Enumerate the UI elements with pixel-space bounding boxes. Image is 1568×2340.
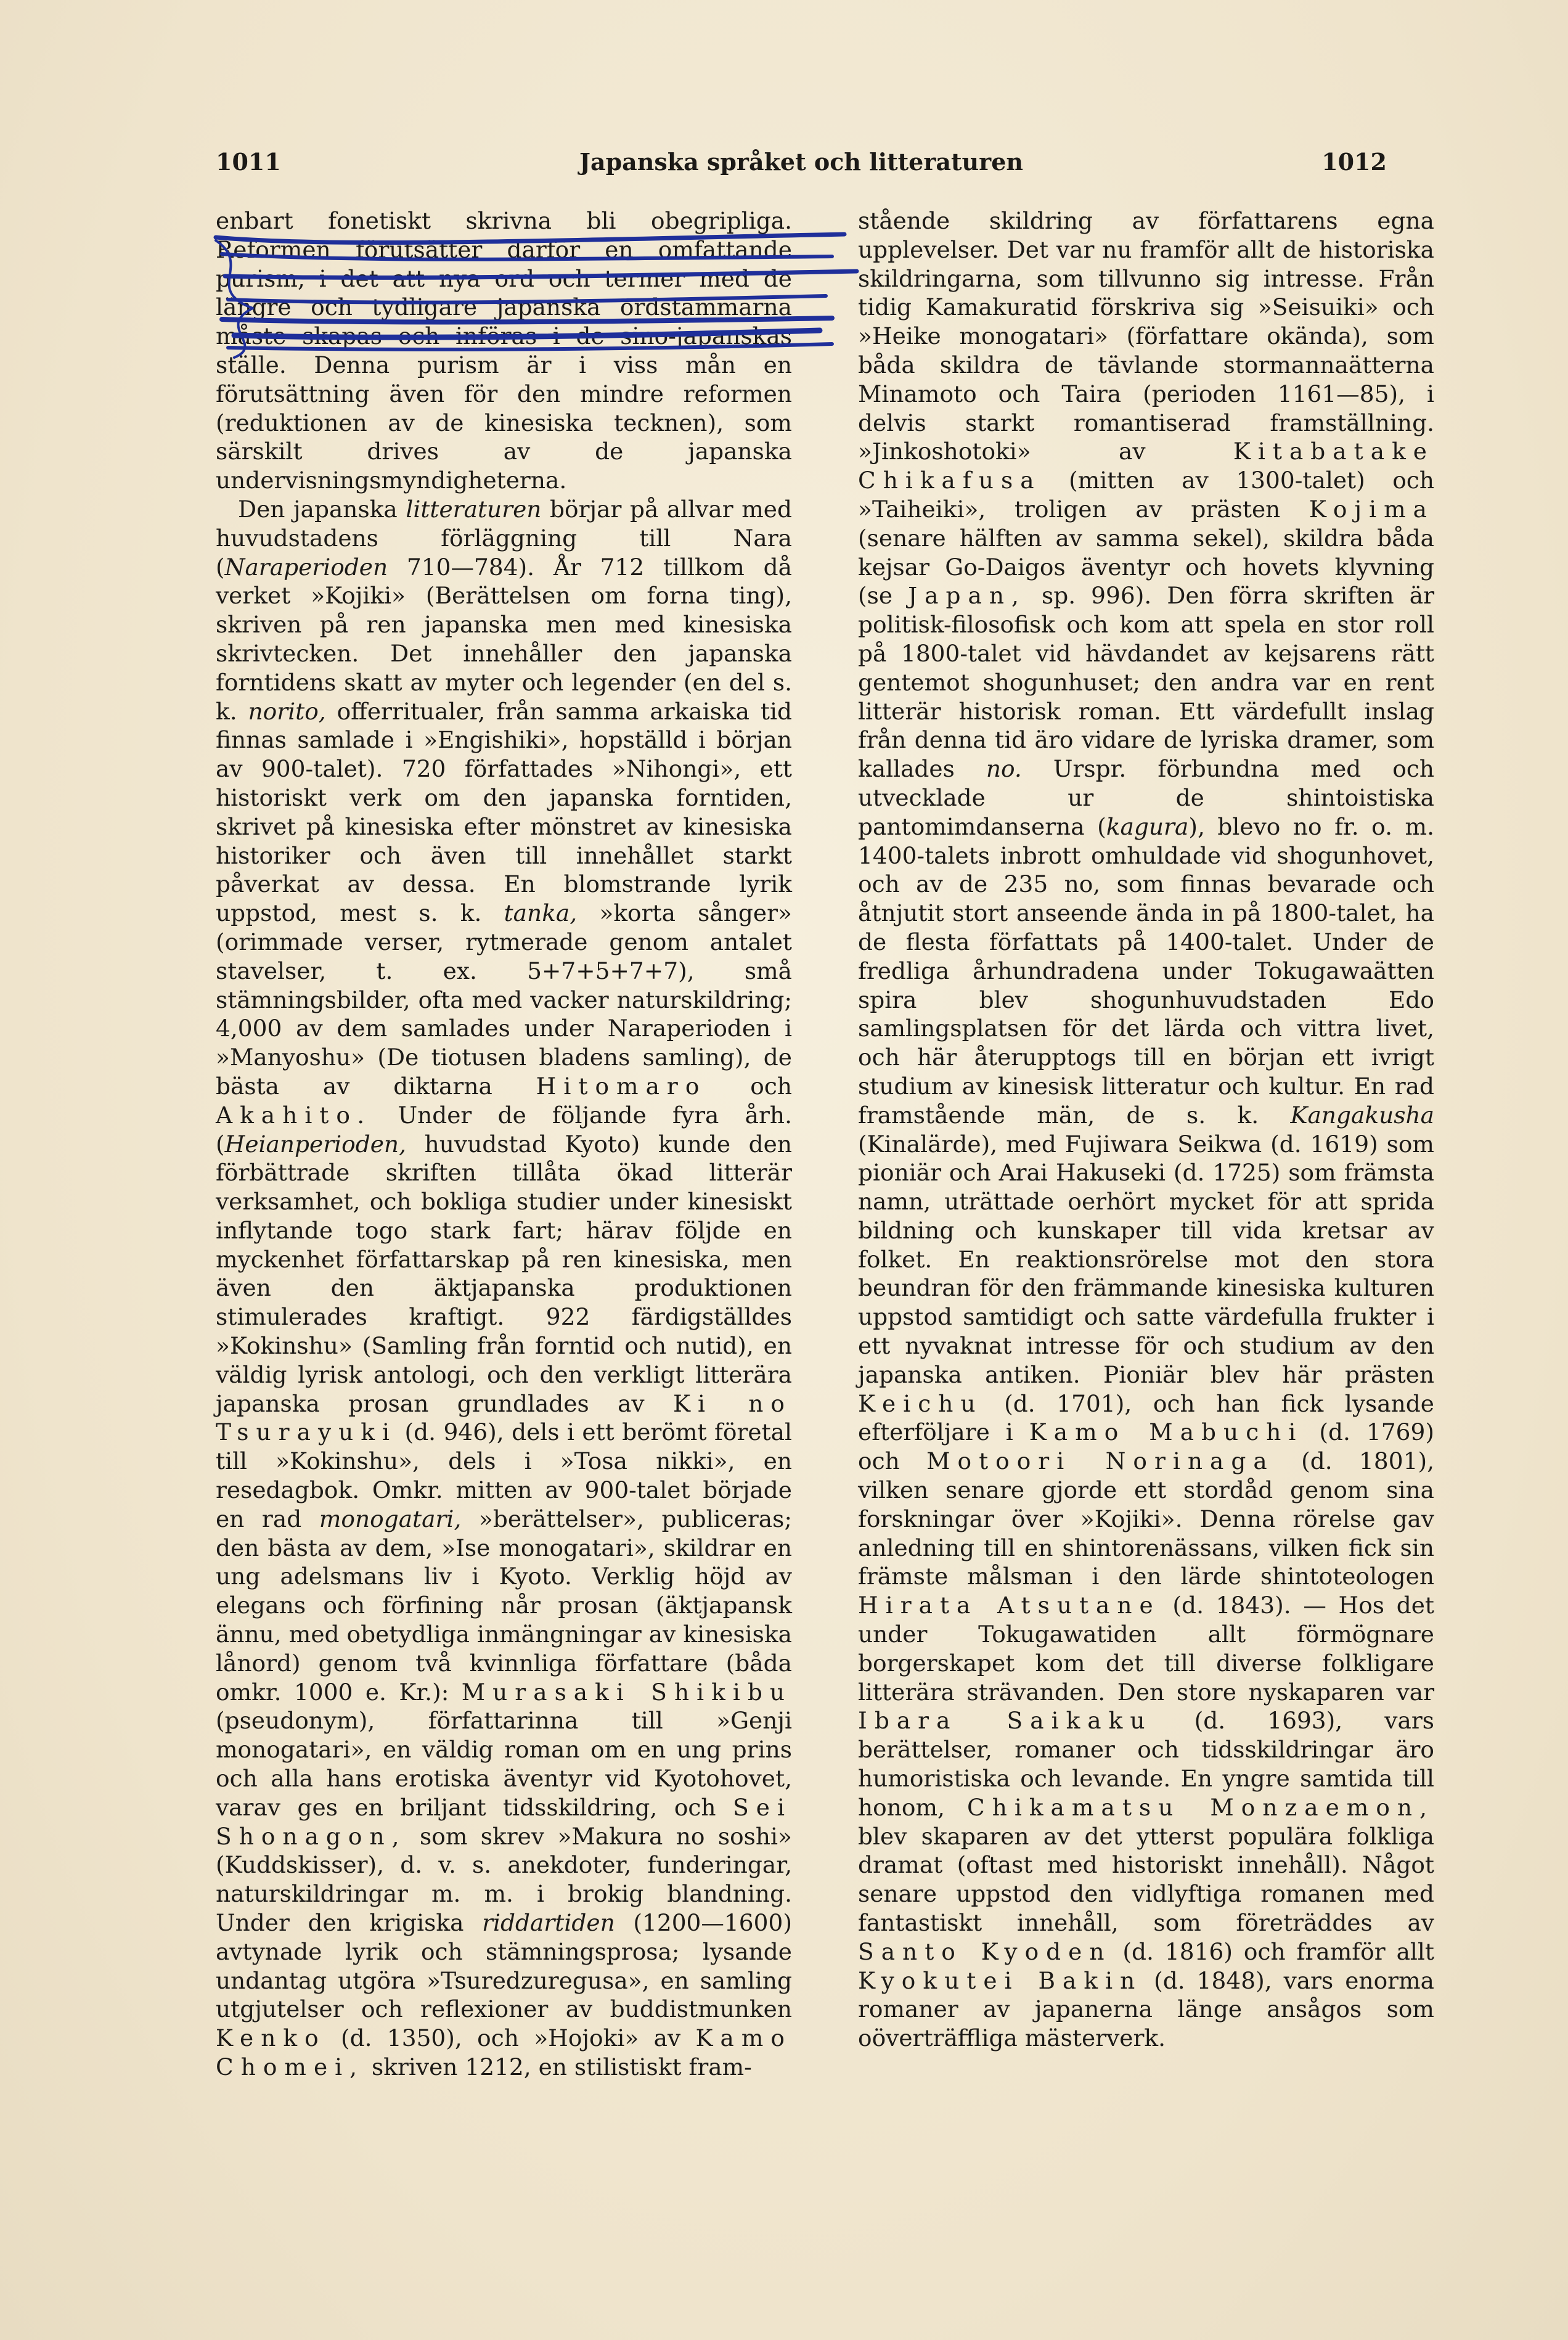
text-run: och: [706, 1072, 793, 1100]
spaced-name: Kamo Chomei,: [216, 2024, 792, 2080]
italic-term: norito,: [248, 697, 326, 725]
text-run: (d. 1769) och: [858, 1418, 1434, 1475]
italic-term: no.: [986, 755, 1022, 783]
spaced-name: Sei Shonagon,: [216, 1793, 792, 1850]
paragraph: [216, 495, 792, 2082]
italic-term: Naraperioden: [224, 553, 388, 581]
text-run: (d. 1801), vilken senare gjorde ett stordåd genom sina forskningar över »Kojiki». Denna rörelse gav anledning till en shintorenässans, vilken fick sin främste målsman i den lärde shintoteologen: [858, 1447, 1434, 1590]
italic-term: Kangakusha: [1290, 1101, 1434, 1129]
spaced-name: Murasaki Shikibu: [461, 1678, 792, 1706]
text-run: (pseudonym), författarinna till »Genji monogatari», en väldig roman om en ung prins och alla hans erotiska äventyr vid Kyotohovet, varav ges en briljant tidsskildring, och: [216, 1707, 792, 1821]
spaced-name: Japan,: [908, 582, 1026, 610]
text-run: huvudstad Kyoto) kunde den förbättrade skriften tillåta ökad litterär verksamhet, och bokliga studier under kinesiskt inflytande togo stark fart; härav följde en myckenhet författarskap på ren kinesiska, men även den äktjapanska produktionen stimulerades kraftigt. 922 färdigställdes »Kokinshu» (Samling från forntid och nutid), en väldig lyrisk antologi, och den verkligt litterära japanska prosan grundlades av: [216, 1130, 792, 1417]
text-run: skriven 1212, en stilistiskt fram-: [364, 2053, 752, 2080]
spaced-name: Ibara Saikaku: [858, 1707, 1153, 1735]
text-run: (d. 1848), vars enorma romaner av japanerna länge ansågos som oöverträffliga mästerverk.: [858, 1966, 1434, 2052]
text-run: offerritualer, från samma arkaiska tid finnas samlade i »Engishiki», hopställd i början av 900-talet). 720 författades »Nihongi», ett historiskt verk om den japanska forntiden, skrivet på kinesiska efter mönstret av kinesiska historiker och även till innehållet starkt påverkat av dessa. En blomstrande lyrik uppstod, mest s. k.: [216, 697, 792, 927]
text-run: (d. 1701), och han fick lysande efterföljare i: [858, 1389, 1434, 1446]
italic-term: Heianperioden,: [224, 1130, 407, 1158]
text-run: (d. 1843). — Hos det under Tokugawatiden allt förmögnare borgerskapet kom det till diverse folkligare litterära strävanden. Den store nyskaparen var: [858, 1592, 1434, 1706]
text-run: stående skildring av författarens egna upplevelser. Det var nu framför allt de historiska skildringarna, som tillvunno sig intresse. Från tidig Kamakuratid förskriva sig »Seisuiki» och »Heike monogatari» (författare okända), som båda skildra de tävlande stormannaätterna Minamoto och Taira (perioden 1161—85), i delvis starkt romantiserad framställning. »Jinkoshotoki» av: [858, 207, 1434, 465]
text-run: ), blevo no fr. o. m. 1400-talets inbrott omhuldade vid shogunhovet, och av de 235 no, som finnas bevarade och åtnjutit stort anseende ända in på 1800-talet, ha de flesta författats på 1400-talet. Under de fredliga århundradena under Tokugawaätten spira blev shogunhuvudstaden Edo samlingsplatsen för det lärda och vittra livet, och här återupptogs till en början ett ivrigt studium av kinesisk litteratur och kultur. En rad framstående män, de s. k.: [858, 812, 1434, 1129]
text-run: (d. 1816) och framför allt: [1111, 1937, 1434, 1965]
running-title: Japanska språket och litteraturen: [579, 148, 1024, 176]
italic-term: litteraturen: [406, 495, 542, 523]
text-run: blev skaparen av det ytterst populära folkliga dramat (oftast med historiskt innehåll). Något senare uppstod den vidlyftiga romanen med fantastiskt innehåll, som företräddes av: [858, 1822, 1434, 1937]
text-run: »korta sånger» (orimmade verser, rytmerade genom antalet stavelser, t. ex. 5+7+5+7+7), små stämningsbilder, ofta med vacker naturskildring; 4,000 av dem samlades under Naraperioden i »Manyoshu» (De tiotusen bladens samling), de bästa av diktarna: [216, 899, 792, 1100]
spaced-name: Hirata Atsutane: [858, 1592, 1161, 1619]
spaced-name: Hitomaro: [536, 1072, 707, 1100]
spaced-name: Kyokutei Bakin: [858, 1966, 1143, 1994]
text-run: (senare hälften av samma sekel), skildra båda kejsar Go-Daigos äventyr och hovets klyvning (se: [858, 524, 1434, 610]
text-run: Urspr. förbundna med och utvecklade ur de shintoistiska pantomimdanserna (: [858, 755, 1434, 840]
text-run: Under de följande fyra årh. (: [216, 1101, 792, 1158]
italic-term: tanka,: [504, 899, 578, 927]
text-run: (d. 946), dels i ett berömt företal till »Kokinshu», dels i »Tosa nikki», en resedagbok. Omkr. mitten av 900-talet började en rad: [216, 1418, 792, 1532]
text-run: sp. 996). Den förra skriften är politisk-filosofisk och kom att spela en stor roll på 1800-talet vid hävdandet av kejsarens rätt gentemot shogunhuset; den andra var en rent litterär historisk roman. Ett värdefullt inslag från denna tid äro vidare de lyriska dramer, som kallades: [858, 582, 1434, 783]
spaced-name: Kenko: [216, 2024, 326, 2052]
text-run: enbart fonetiskt skrivna bli obegripliga. Reformen förutsätter därför en omfattande purism, i det att nya ord och termer med de längre och tydligare japanska ordstammarna måste skapas och införas i de sino-japanskas ställe. Denna purism är i viss mån en förutsättning även för den mindre reformen (reduktionen av de kinesiska tecknen), som särskilt drives av de japanska undervisningsmyndigheterna.: [216, 207, 792, 494]
paragraph: [216, 207, 792, 495]
text-run: (1200—1600) avtynade lyrik och stämningsprosa; lysande undantag utgöra »Tsuredzuregusa», en samling utgjutelser och reflexioner av buddistmunken: [216, 1909, 792, 2023]
spaced-name: Chikamatsu Monzaemon,: [967, 1793, 1434, 1821]
text-run: (Kinalärde), med Fujiwara Seikwa (d. 1619) som pioniär och Arai Hakuseki (d. 1725) som främsta namn, uträttade oerhört mycket för att sprida bildning och kunskaper till vida kretsar av folket. En reaktionsrörelse mot den stora beundran för den främmande kinesiska kulturen uppstod samtidigt och satte värdefulla frukter i ett nyvaknat intresse för och studium av den japanska antiken. Pioniär blev här prästen: [858, 1130, 1434, 1388]
text-run: (d. 1693), vars berättelser, romaner och tidsskildringar äro humoristiska och levande. En yngre samtida till honom,: [858, 1707, 1435, 1821]
spaced-name: Kitabatake Chikafusa: [858, 438, 1434, 494]
left-column: [216, 207, 792, 2082]
right-column: [858, 207, 1434, 2053]
text-run: (mitten av 1300-talet) och »Taiheiki», troligen av prästen: [858, 467, 1434, 523]
text-run: 710—784). År 712 tillkom då verket »Kojiki» (Berättelsen om forna ting), skriven på ren japanska men med kinesiska skrivtecken. Det innehåller den japanska forntidens skatt av myter och legender (en del s. k.: [216, 553, 792, 725]
spaced-name: Kamo Mabuchi: [1029, 1418, 1304, 1446]
spaced-name: Motoori Norinaga: [926, 1447, 1275, 1475]
page-header: [216, 148, 1387, 191]
text-run: (d. 1350), och »Hojoki» av: [325, 2024, 696, 2052]
spaced-name: Kojima: [1309, 495, 1434, 523]
page-number-right: 1012: [1321, 148, 1387, 176]
spaced-name: Ki no Tsurayuki: [216, 1389, 792, 1446]
spaced-name: Akahito.: [216, 1101, 372, 1129]
text-run: som skrev »Makura no soshi» (Kuddskisser), d. v. s. anekdoter, funderingar, naturskildringar m. m. i brokig blandning. Under den krigiska: [216, 1822, 792, 1937]
spaced-name: Keichu: [858, 1389, 983, 1417]
paragraph: [858, 207, 1434, 2053]
italic-term: monogatari,: [319, 1505, 462, 1532]
spaced-name: Santo Kyoden: [858, 1937, 1112, 1965]
text-run: Den japanska: [238, 495, 406, 523]
italic-term: riddartiden: [482, 1909, 615, 1937]
text-run: »berättelser», publiceras; den bästa av dem, »Ise monogatari», skildrar en ung adelsmans liv i Kyoto. Verklig höjd av elegans och förfining når prosan (äktjapansk ännu, med obetydliga inmängningar av kinesiska lånord) genom två kvinnliga författare (båda omkr. 1000 e. Kr.):: [216, 1505, 792, 1706]
text-run: börjar på allvar med huvudstadens förläggning till Nara (: [216, 495, 792, 581]
page-number-left: 1011: [216, 148, 281, 176]
italic-term: kagura: [1106, 812, 1189, 840]
